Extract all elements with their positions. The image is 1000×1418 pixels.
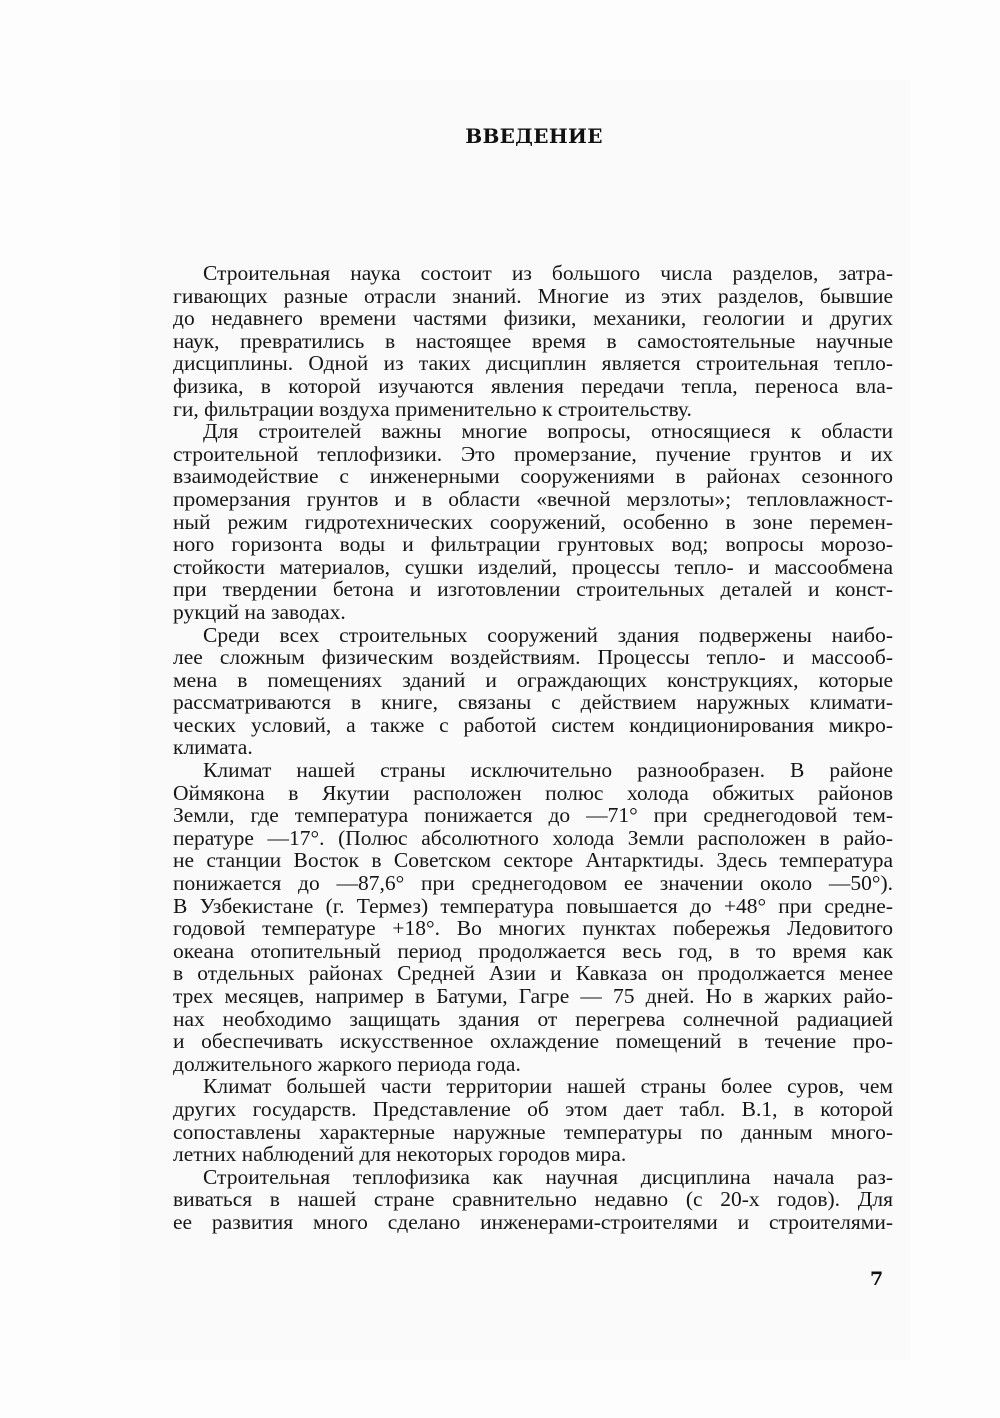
text-line: ного горизонта воды и фильтрации грунтовых вод; вопросы морозо- (173, 532, 893, 557)
text-line: стойкости материалов, сушки изделий, процессы тепло- и массообмена (173, 554, 893, 579)
text-line: и обеспечивать искусственное охлаждение помещений в течение про- (173, 1029, 893, 1054)
text-line: взаимодействие с инженерными сооружениями в районах сезонного (173, 464, 893, 489)
text-line: Среди всех строительных сооружений здания подвержены наибо- (203, 622, 893, 647)
text-line: сопоставлены характерные наружные температуры по данным много- (173, 1119, 893, 1144)
text-line: при твердении бетона и изготовлении строительных деталей и конст- (173, 577, 893, 602)
text-line: других государств. Представление об этом дает табл. В.1, в которой (173, 1096, 893, 1121)
text-line: летних наблюдений для некоторых городов мира. (173, 1142, 627, 1167)
text-line: рассматриваются в книге, связаны с действием наружных климати- (173, 690, 893, 715)
text-line: наук, превратились в настоящее время в самостоятельные научные (173, 328, 893, 353)
text-line: годовой температуре +18°. Во многих пунктах побережья Ледовитого (173, 916, 893, 941)
paragraph (173, 1166, 893, 1234)
text-line: Климат большей части территории нашей страны более суров, чем (203, 1074, 893, 1099)
text-line: пературе —17°. (Полюс абсолютного холода Земли расположен в райо- (173, 825, 893, 850)
text-line: Строительная теплофизика как научная дисциплина начала раз- (203, 1164, 893, 1189)
text-line: должительного жаркого периода года. (173, 1051, 521, 1076)
text-line: виваться в нашей стране сравнительно недавно (с 20-х годов). Для (173, 1187, 893, 1212)
text-line: не станции Восток в Советском секторе Антарктиды. Здесь температура (173, 848, 893, 873)
text-line: Строительная наука состоит из большого числа разделов, затра- (203, 261, 893, 285)
text-line: физика, в которой изучаются явления передачи тепла, переноса вла- (173, 373, 893, 398)
text-line: до недавнего времени частями физики, механики, геологии и других (173, 306, 893, 331)
text-line: трех месяцев, например в Батуми, Гагре — 75 дней. Но в жарких райо- (173, 984, 893, 1008)
text-line: понижается до —87,6° при среднегодовом ее значении около —50°). (173, 871, 893, 896)
page-title: ВВЕДЕНИЕ (465, 124, 603, 148)
text-line: строительной теплофизики. Это промерзание, пучение грунтов и их (173, 441, 893, 466)
text-line: мена в помещениях зданий и ограждающих конструкциях, которые (173, 667, 893, 692)
paragraph (173, 624, 893, 760)
paragraph (173, 759, 893, 1075)
text-line: рукций на заводах. (173, 599, 346, 624)
text-line: Для строителей важны многие вопросы, относящиеся к области (203, 419, 893, 444)
text-line: в отдельных районах Средней Азии и Кавказа он продолжается менее (173, 961, 893, 986)
text-line: промерзания грунтов и в области «вечной мерзлоты»; тепловлажност- (173, 486, 893, 511)
text-line: ный режим гидротехнических сооружений, особенно в зоне перемен- (173, 509, 893, 534)
text-line: ческих условий, а также с работой систем кондиционирования микро- (173, 712, 893, 737)
text-line: Оймякона в Якутии расположен полюс холода обжитых районов (173, 780, 893, 805)
text-line: лее сложным физическим воздействиям. Процессы тепло- и массооб- (173, 645, 893, 670)
text-line: дисциплины. Одной из таких дисциплин является строительная тепло- (173, 351, 893, 376)
text-line: нах необходимо защищать здания от перегрева солнечной радиацией (173, 1006, 893, 1031)
paragraph (173, 1075, 893, 1165)
body-text (173, 262, 893, 1234)
text-line: климата. (173, 735, 253, 760)
page-number: 7 (870, 1268, 884, 1290)
text-line: Земли, где температура понижается до —71° при среднегодовой тем- (173, 803, 893, 828)
text-line: ее развития много сделано инженерами-строителями и строителями- (173, 1209, 893, 1234)
text-line: Климат нашей страны исключительно разнообразен. В районе (203, 758, 893, 783)
text-line: ги, фильтрации воздуха применительно к строительству. (173, 396, 692, 421)
text-line: гивающих разные отрасли знаний. Многие из этих разделов, бывшие (173, 283, 893, 308)
paragraph (173, 262, 893, 420)
text-line: океана отопительный период продолжается весь год, в то время как (173, 938, 893, 963)
paragraph (173, 420, 893, 623)
text-line: В Узбекистане (г. Термез) температура повышается до +48° при средне- (173, 893, 893, 918)
